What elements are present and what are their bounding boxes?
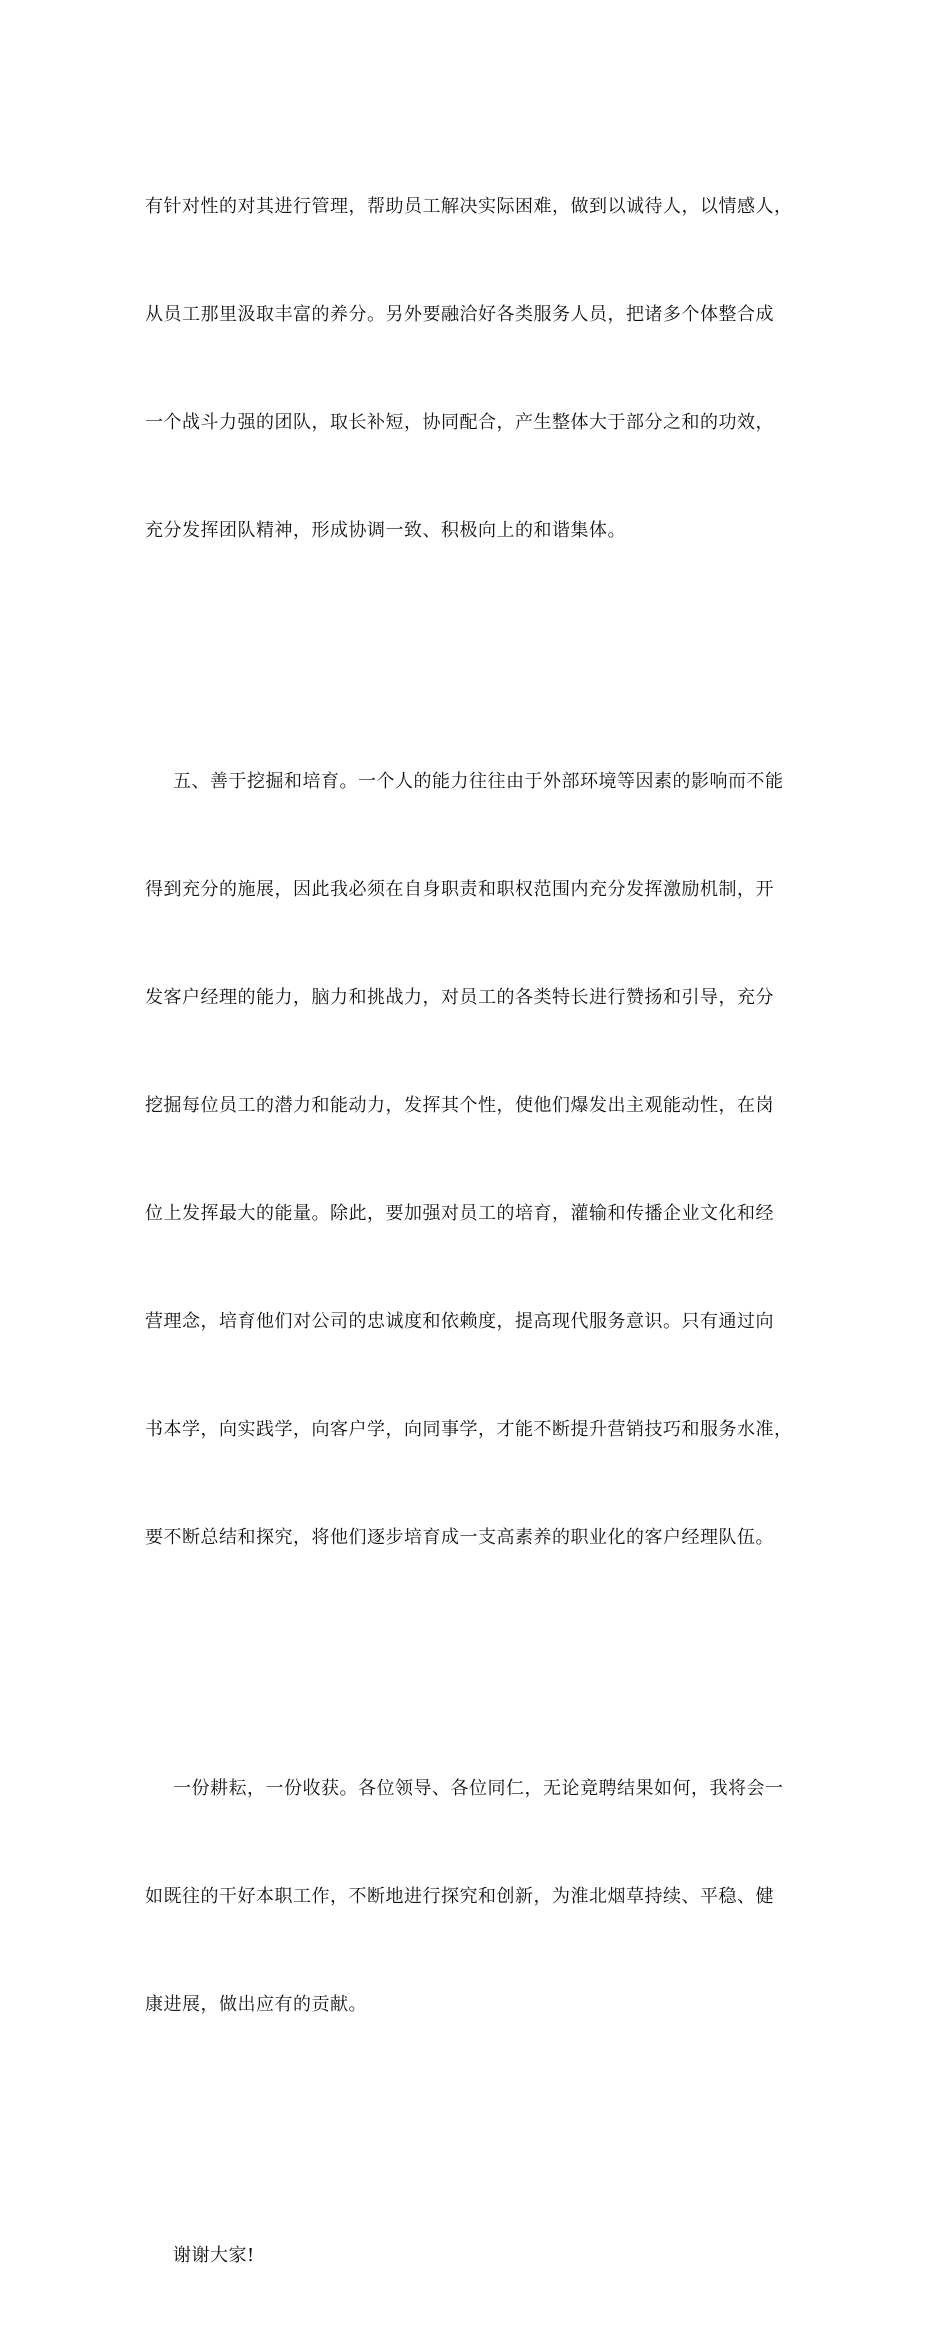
text-line: 一份耕耘，一份收获。各位领导、各位同仁，无论竟聘结果如何，我将会一 [173,1778,784,1799]
paragraph-section-five [145,692,809,1628]
text-line: 位上发挥最大的能量。除此，要加强对员工的培育，灌输和传播企业文化和经 [145,1203,774,1224]
text-line: 五、善于挖掘和培育。一个人的能力往往由于外部环境等因素的影响而不能 [173,771,784,792]
text-line: 从员工那里汲取丰富的养分。另外要融洽好各类服务人员，把诸多个体整合成 [145,304,774,325]
text-line: 得到充分的施展，因此我必须在自身职责和职权范围内充分发挥激励机制，开 [145,879,774,900]
text-line: 书本学，向实践学，向客户学，向同事学，才能不断提升营销技巧和服务水准， [145,1419,793,1440]
text-line: 一个战斗力强的团队，取长补短，协同配合，产生整体大于部分之和的功效， [145,412,774,433]
paragraph-closing [145,1699,809,2095]
text-line: 有针对性的对其进行管理，帮助员工解决实际困难，做到以诚待人，以情感人， [145,196,793,217]
text-line: 挖掘每位员工的潜力和能动力，发挥其个性，使他们爆发出主观能动性，在岗 [145,1095,774,1116]
text-line: 要不断总结和探究，将他们逐步培育成一支高素养的职业化的客户经理队伍。 [145,1527,774,1548]
text-line: 康进展，做出应有的贡献。 [145,1994,367,2015]
paragraph-thanks [145,2166,809,2346]
text-line: 充分发挥团队精神，形成协调一致、积极向上的和谐集体。 [145,520,626,541]
thanks-line: 谢谢大家! [173,2245,255,2266]
document-body [145,117,809,2346]
paragraph-team-management [145,117,809,621]
text-line: 发客户经理的能力，脑力和挑战力，对员工的各类特长进行赞扬和引导，充分 [145,987,774,1008]
text-line: 营理念，培育他们对公司的忠诚度和依赖度，提高现代服务意识。只有通过向 [145,1311,774,1332]
text-line: 如既往的干好本职工作，不断地进行探究和创新，为淮北烟草持续、平稳、健 [145,1886,774,1907]
